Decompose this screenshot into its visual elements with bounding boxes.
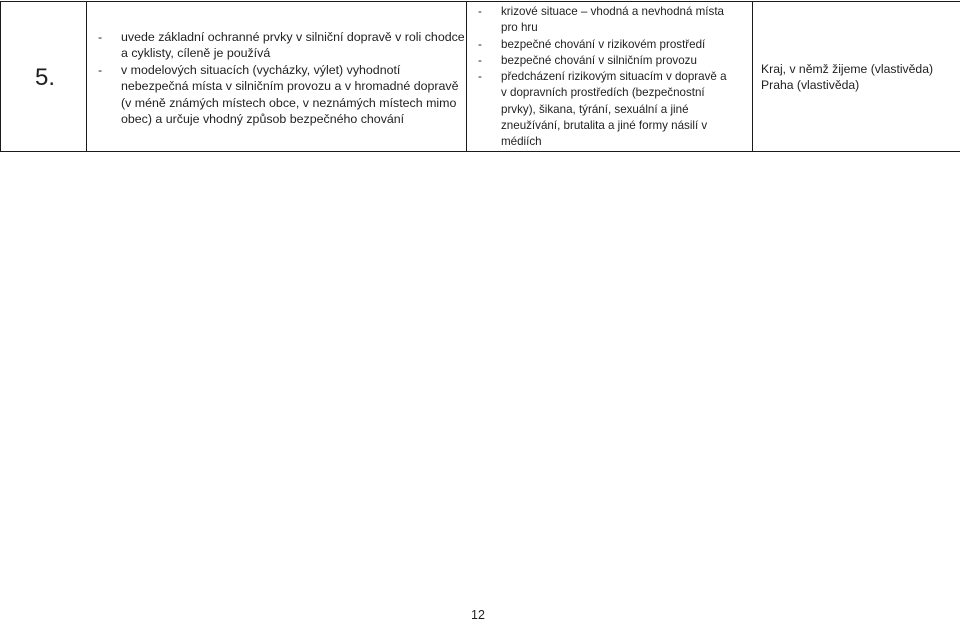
list-dash: - xyxy=(478,53,482,67)
row-number: 5. xyxy=(35,64,56,91)
list-item xyxy=(87,62,466,128)
list-item xyxy=(87,29,466,62)
cross-links-cell xyxy=(753,2,960,152)
list-item-text: krizové situace – vhodná a nevhodná místa xyxy=(501,5,724,18)
page-number: 12 xyxy=(471,608,485,622)
topics-list xyxy=(467,2,752,151)
list-dash: - xyxy=(478,5,482,18)
list-item-text: pro hru xyxy=(501,21,538,35)
list-item-text: (v méně známých místech obce, v neznámých místech mimo xyxy=(121,95,457,110)
row-number-cell xyxy=(1,2,87,152)
list-dash: - xyxy=(478,70,482,84)
cross-links xyxy=(753,2,960,94)
list-item-text: bezpečné chování v silničním provozu xyxy=(501,53,697,67)
list-item-text: obec) a určuje vhodný způsob bezpečného chování xyxy=(121,112,405,127)
list-item xyxy=(467,37,752,53)
list-item-text: v dopravních prostředích (bezpečnostní xyxy=(501,86,705,100)
list-item xyxy=(467,53,752,69)
list-item-text: předcházení rizikovým situacím v dopravě a xyxy=(501,70,727,84)
list-item-text: nebezpečná místa v silničním provozu a v hromadné dopravě xyxy=(121,79,459,94)
list-item-text: bezpečné chování v rizikovém prostředí xyxy=(501,37,706,51)
list-item xyxy=(467,69,752,150)
curriculum-table xyxy=(0,1,960,152)
list-item-text: v modelových situacích (vycházky, výlet) vyhodnotí xyxy=(121,62,401,77)
outcomes-cell xyxy=(87,2,467,152)
list-dash: - xyxy=(98,30,103,44)
list-item-text: prvky), šikana, týrání, sexuální a jiné xyxy=(501,102,689,116)
list-item-text: uvede základní ochranné prvky v silniční dopravě v roli chodce xyxy=(121,30,465,44)
list-item-text: médiích xyxy=(501,135,542,149)
list-item xyxy=(467,4,752,37)
list-dash: - xyxy=(478,37,482,51)
outcomes-list xyxy=(87,2,466,127)
cross-link-text: Praha (vlastivěda) xyxy=(761,78,860,93)
cross-link-text: Kraj, v němž žijeme (vlastivěda) xyxy=(761,62,934,76)
list-item-text: zneužívání, brutalita a jiné formy násilí v xyxy=(501,119,708,133)
topics-cell xyxy=(467,2,753,152)
list-item-text: a cyklisty, cíleně je používá xyxy=(121,46,271,61)
table-row xyxy=(1,2,960,152)
list-dash: - xyxy=(98,62,103,77)
